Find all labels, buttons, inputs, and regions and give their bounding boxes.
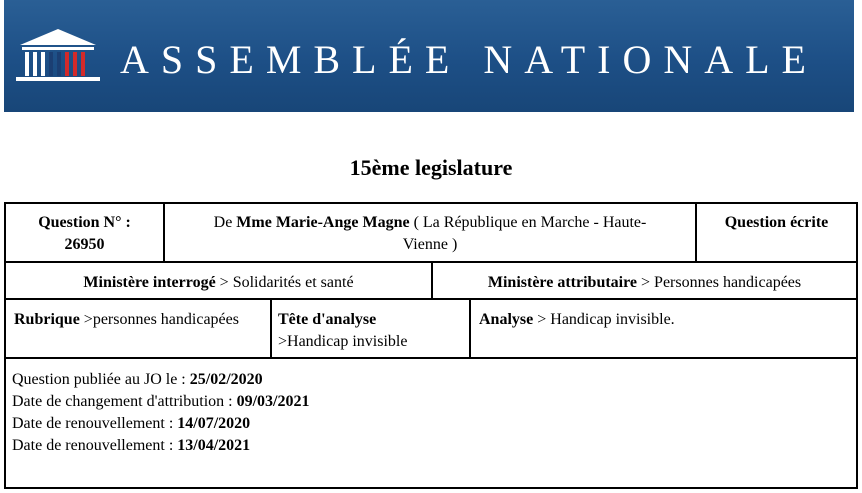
ministere-attributaire-label: Ministère attributaire (487, 274, 638, 291)
banner-title: ASSEMBLÉE NATIONALE (120, 37, 818, 82)
date-line-renewal (12, 413, 850, 435)
rubrique-value: >personnes handicapées (79, 311, 239, 328)
rubrique-cell (4, 298, 272, 359)
author-party: ( La République en Marche - Haute-Vienne ) (402, 214, 647, 253)
author-name: Mme Marie-Ange Magne (236, 214, 410, 231)
ministere-attributaire-cell (431, 261, 858, 300)
ministere-interroge-value: > Solidarités et santé (215, 274, 354, 291)
date-line-attribution-change (12, 391, 850, 413)
date-label: Date de changement d'attribution : (12, 393, 237, 410)
legislature-heading: 15ème legislature (349, 155, 513, 180)
question-number: 26950 (64, 236, 105, 253)
dates-cell (4, 357, 858, 489)
date-value: 25/02/2020 (189, 371, 263, 388)
question-number-label: Question N° : (38, 214, 131, 231)
analyse-value: > Handicap invisible. (533, 311, 675, 328)
date-value: 13/04/2021 (177, 437, 251, 454)
date-label: Question publiée au JO le : (12, 371, 190, 388)
ministere-interroge-cell (4, 261, 433, 300)
assemblee-logo-icon (12, 27, 104, 85)
analyse-label: Analyse (479, 311, 534, 328)
question-type-cell (695, 202, 858, 263)
tete-analyse-label: Tête d'analyse (278, 311, 377, 328)
ministere-interroge-label: Ministère interrogé (83, 274, 216, 291)
question-number-cell (4, 202, 165, 263)
date-label: Date de renouvellement : (12, 415, 178, 432)
tete-analyse-value: >Handicap invisible (278, 333, 408, 350)
author-prefix: De (213, 214, 237, 231)
author-cell (163, 202, 697, 263)
date-label: Date de renouvellement : (12, 437, 178, 454)
rubrique-label: Rubrique (14, 311, 80, 328)
date-line-renewal (12, 435, 850, 457)
date-value: 09/03/2021 (236, 393, 310, 410)
question-type: Question écrite (724, 214, 829, 231)
ministere-attributaire-value: > Personnes handicapées (637, 274, 802, 291)
header-banner (4, 0, 854, 112)
date-value: 14/07/2020 (177, 415, 251, 432)
analyse-cell (469, 298, 858, 359)
date-line-published (12, 369, 850, 391)
tete-analyse-cell (270, 298, 471, 359)
